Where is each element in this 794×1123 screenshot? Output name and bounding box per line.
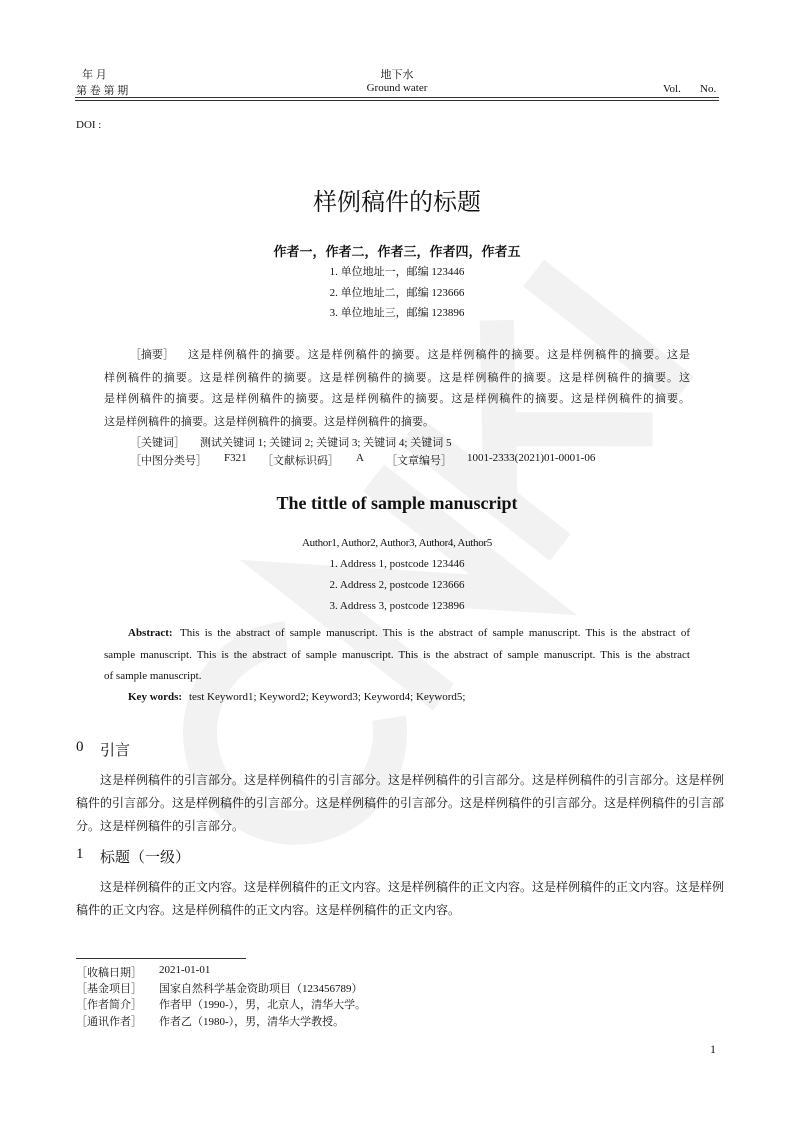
en-address-1: 1. Address 1, postcode 123446 — [329, 558, 465, 570]
section-0-line-3: 分。这是样例稿件的引言部分。 — [76, 819, 245, 833]
cn-address-2: 2. 单位地址二，邮编 123666 — [329, 287, 465, 299]
footnote-label-received: ［收稿日期］ — [76, 966, 142, 979]
footnote-rule — [76, 958, 246, 959]
cn-address-3: 3. 单位地址三，邮编 123896 — [329, 307, 465, 319]
cn-doc-code-label: ［文献标识码］ — [262, 454, 339, 467]
en-abstract-line-3: of sample manuscript. — [104, 670, 202, 682]
en-title: The tittle of sample manuscript — [276, 493, 518, 513]
en-authors: Author1, Author2, Author3, Author4, Author5 — [302, 537, 492, 549]
header-volume-issue: 第 卷 第 期 — [76, 85, 129, 97]
section-1-line-2: 稿件的正文内容。这是样例稿件的正文内容。这是样例稿件的正文内容。 — [76, 903, 461, 917]
header-journal-en: Ground water — [366, 82, 428, 94]
section-0-number: 0 — [76, 739, 84, 755]
header-rule-top — [75, 97, 719, 98]
header-rule-bottom — [75, 100, 719, 101]
footnote-value-corresponding: 作者乙（1980-），男，清华大学教授。 — [159, 1016, 345, 1028]
cn-clc-label: ［中图分类号］ — [130, 454, 207, 467]
en-address-2: 2. Address 2, postcode 123666 — [329, 579, 465, 591]
header-journal-cn: 地下水 — [380, 69, 414, 81]
doi: DOI : — [76, 119, 102, 131]
en-keywords-label: Key words: — [128, 691, 183, 703]
header-no: No. — [700, 83, 717, 95]
cn-keywords-label: ［关键词］ — [130, 436, 185, 449]
cn-article-no: 1001-2333(2021)01-0001-06 — [467, 452, 596, 464]
en-address-3: 3. Address 3, postcode 123896 — [329, 600, 465, 612]
cn-abstract-label: ［摘要］ — [130, 348, 174, 361]
header-year-month: 年 月 — [82, 69, 107, 81]
cn-clc: F321 — [224, 452, 247, 464]
cn-doc-code: A — [356, 452, 364, 464]
cn-keywords: 测试关键词 1; 关键词 2; 关键词 3; 关键词 4; 关键词 5 — [200, 437, 452, 449]
section-1-number: 1 — [76, 846, 84, 862]
header-vol: Vol. — [663, 83, 681, 95]
section-1-title: 标题（一级） — [100, 850, 191, 866]
cn-title: 样例稿件的标题 — [313, 190, 481, 216]
section-1-line-1: 这是样例稿件的正文内容。这是样例稿件的正文内容。这是样例稿件的正文内容。这是样例稿件的正文内容。这是样例 — [100, 880, 725, 894]
en-keywords: test Keyword1; Keyword2; Keyword3; Keyword4; Keyword5; — [189, 691, 466, 703]
cn-article-no-label: ［文章编号］ — [386, 454, 452, 467]
section-0-line-1: 这是样例稿件的引言部分。这是样例稿件的引言部分。这是样例稿件的引言部分。这是样例稿件的引言部分。这是样例 — [100, 773, 725, 787]
en-abstract-label: Abstract: — [128, 627, 173, 639]
cn-abstract-line-1: 这是样例稿件的摘要。这是样例稿件的摘要。这是样例稿件的摘要。这是样例稿件的摘要。这是 — [188, 349, 690, 361]
cn-address-1: 1. 单位地址一，邮编 123446 — [329, 266, 465, 278]
cn-abstract-line-3: 是样例稿件的摘要。这是样例稿件的摘要。这是样例稿件的摘要。这是样例稿件的摘要。这是样例稿件的摘要。 — [104, 393, 690, 405]
footnote-value-fund: 国家自然科学基金资助项目（123456789） — [159, 983, 363, 995]
cn-abstract-line-4: 这是样例稿件的摘要。这是样例稿件的摘要。这是样例稿件的摘要。 — [104, 416, 434, 428]
footnote-label-author: ［作者简介］ — [76, 998, 142, 1011]
footnote-label-corresponding: ［通讯作者］ — [76, 1015, 142, 1028]
en-abstract-line-1: This is the abstract of sample manuscript. This is the abstract of sample manuscript. This is the abstract of — [180, 627, 690, 639]
page-number: 1 — [710, 1042, 716, 1056]
en-abstract-line-2: sample manuscript. This is the abstract of sample manuscript. This is the abstract of sample manuscript. This is the abstract — [104, 649, 690, 661]
section-0-line-2: 稿件的引言部分。这是样例稿件的引言部分。这是样例稿件的引言部分。这是样例稿件的引言部分。这是样例稿件的引言部 — [76, 796, 725, 810]
cn-abstract-line-2: 样例稿件的摘要。这是样例稿件的摘要。这是样例稿件的摘要。这是样例稿件的摘要。这是样例稿件的摘要。这 — [104, 372, 690, 384]
section-0-title: 引言 — [100, 743, 131, 759]
footnote-label-fund: ［基金项目］ — [76, 982, 142, 995]
cn-authors: 作者一，作者二，作者三，作者四，作者五 — [273, 245, 521, 260]
footnote-value-received: 2021-01-01 — [159, 964, 211, 976]
footnote-value-author: 作者甲（1990-），男，北京人，清华大学。 — [159, 999, 367, 1011]
